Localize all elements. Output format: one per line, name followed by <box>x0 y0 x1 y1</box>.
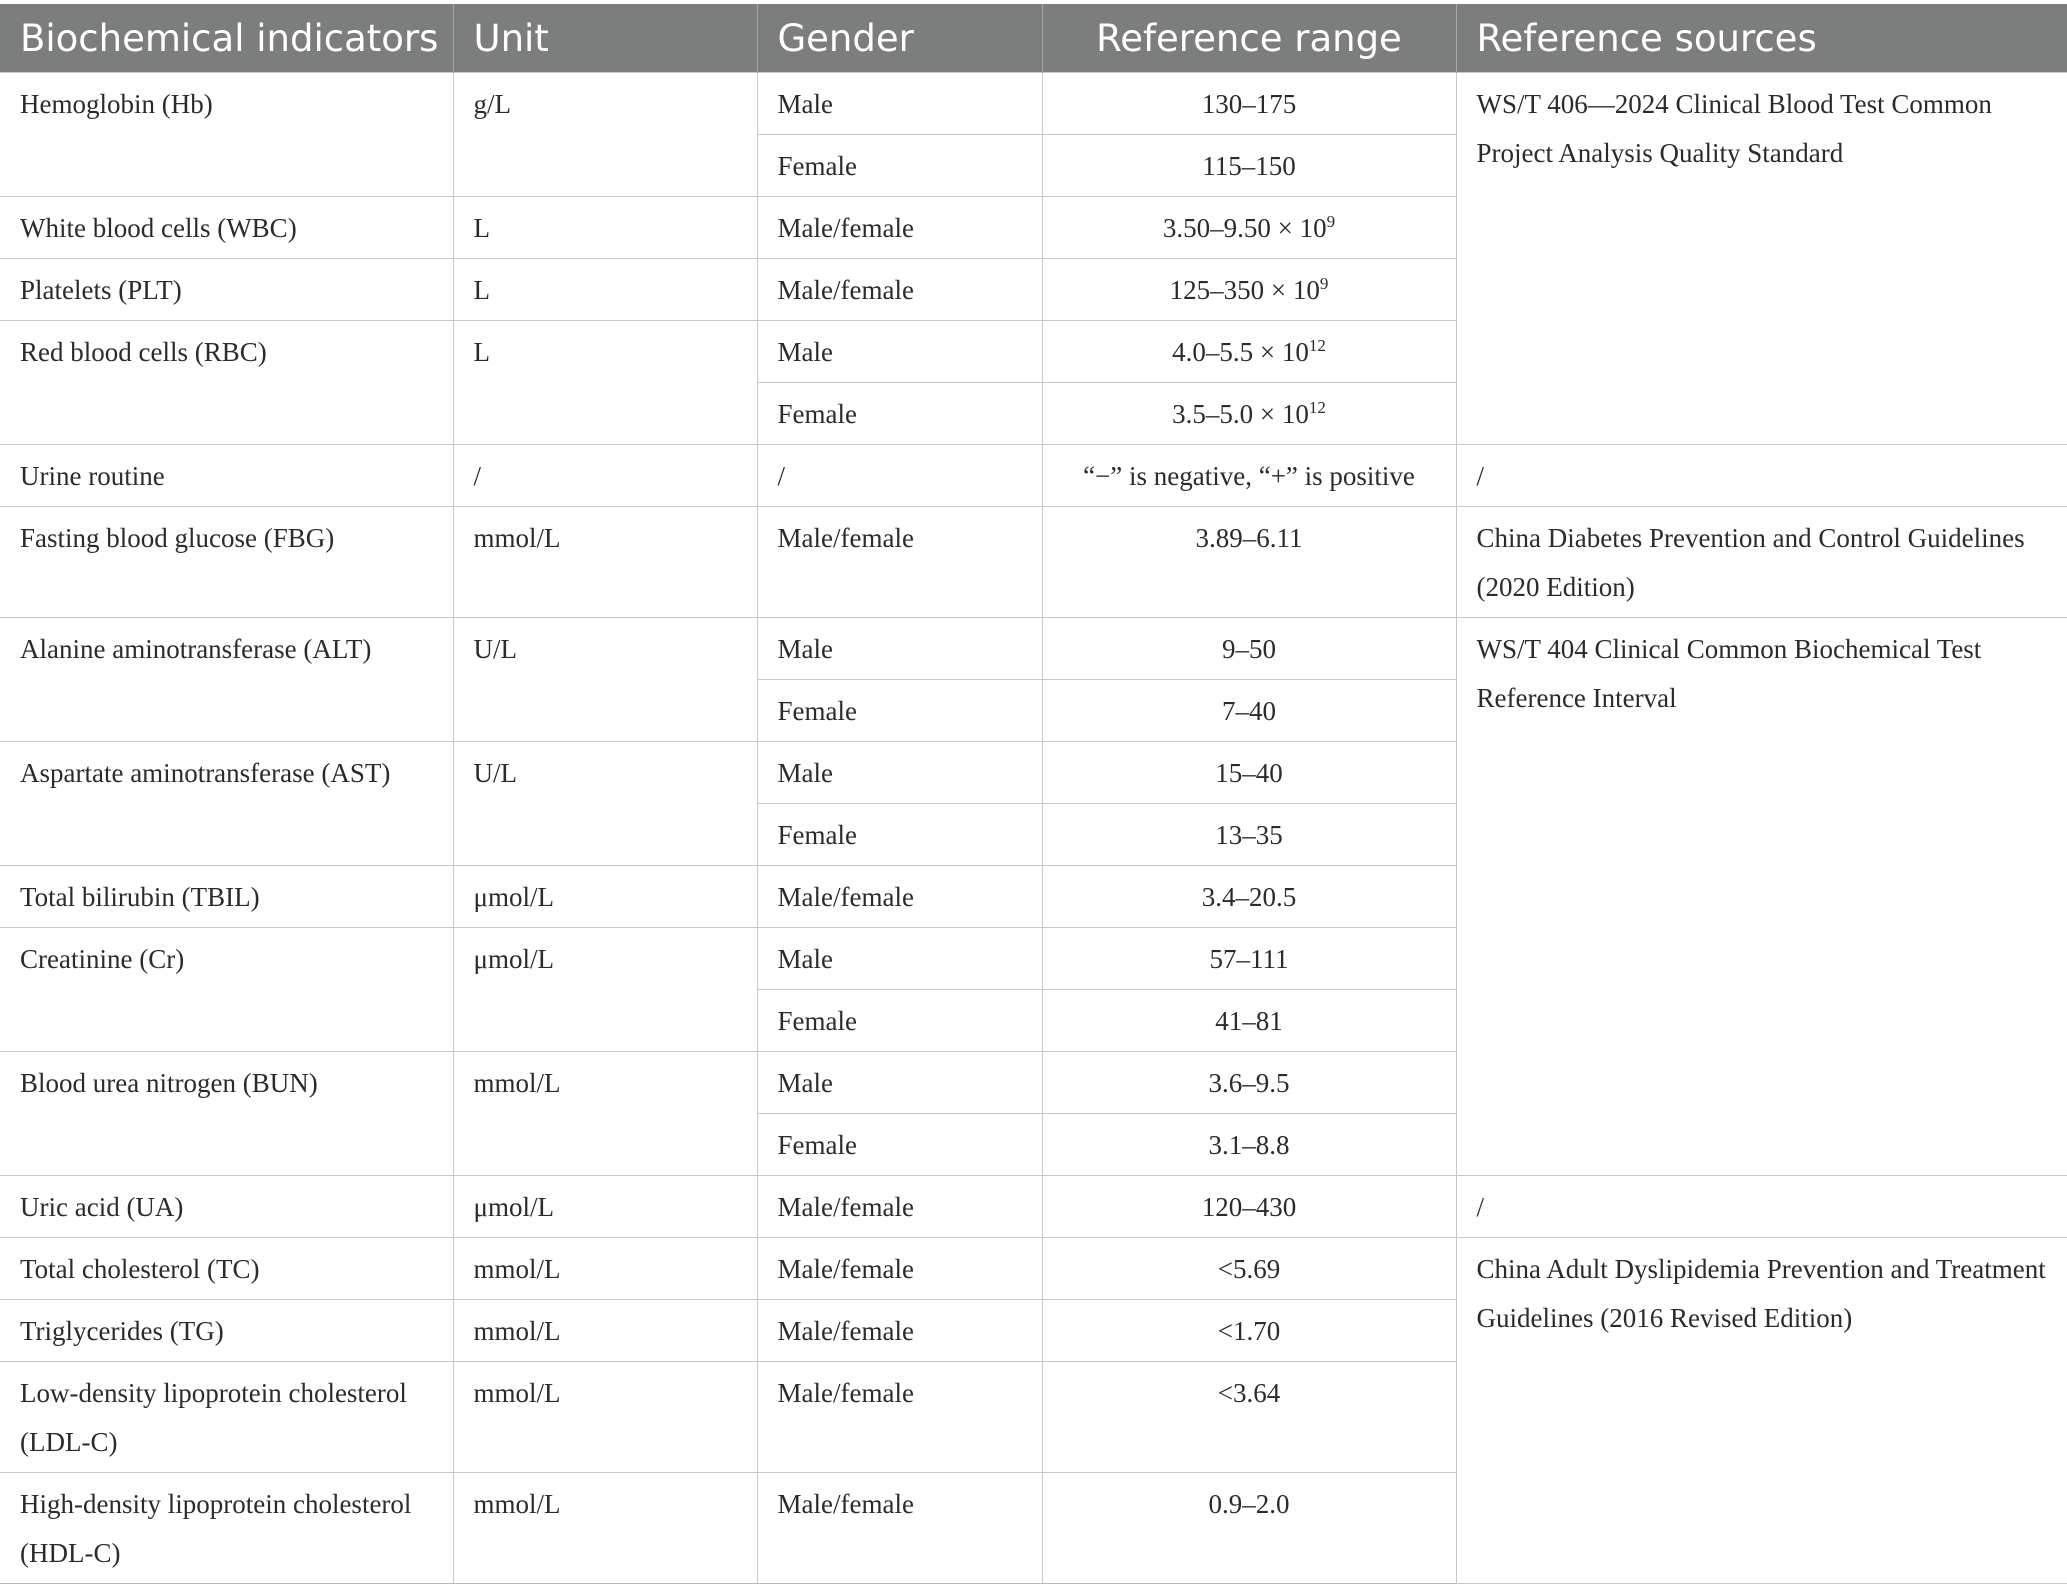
unit-cell: mmol/L <box>453 1473 757 1584</box>
range-text: 125–350 × 10 <box>1169 275 1320 305</box>
unit-cell: L <box>453 259 757 321</box>
unit-cell: U/L <box>453 742 757 866</box>
source-cell: / <box>1456 445 2067 507</box>
range-cell <box>1042 383 1456 445</box>
unit-cell: L <box>453 197 757 259</box>
range-cell <box>1042 197 1456 259</box>
indicator-cell: Red blood cells (RBC) <box>0 321 453 445</box>
unit-cell: L <box>453 321 757 445</box>
indicator-cell: Triglycerides (TG) <box>0 1300 453 1362</box>
indicator-cell: Blood urea nitrogen (BUN) <box>0 1052 453 1176</box>
gender-cell: Male <box>757 928 1042 990</box>
gender-cell: Male/female <box>757 507 1042 618</box>
indicator-cell: Aspartate aminotransferase (AST) <box>0 742 453 866</box>
indicator-cell: Hemoglobin (Hb) <box>0 73 453 197</box>
unit-cell: U/L <box>453 618 757 742</box>
range-cell: 115–150 <box>1042 135 1456 197</box>
header-row <box>0 4 2067 73</box>
range-text: 3.50–9.50 × 10 <box>1162 213 1327 243</box>
unit-cell: μmol/L <box>453 928 757 1052</box>
indicator-cell: Low-density lipoprotein cholesterol (LDL-C) <box>0 1362 453 1473</box>
gender-cell: Male/female <box>757 1362 1042 1473</box>
gender-cell: Male/female <box>757 1176 1042 1238</box>
unit-cell: mmol/L <box>453 1300 757 1362</box>
range-cell: 130–175 <box>1042 73 1456 135</box>
gender-cell: Female <box>757 383 1042 445</box>
header-indicator: Biochemical indicators <box>0 4 453 73</box>
range-text: 3.5–5.0 × 10 <box>1172 399 1309 429</box>
gender-cell: Female <box>757 990 1042 1052</box>
indicator-cell: Total cholesterol (TC) <box>0 1238 453 1300</box>
table-row <box>0 618 2067 680</box>
range-cell: 41–81 <box>1042 990 1456 1052</box>
range-cell <box>1042 259 1456 321</box>
header-reference-range: Reference range <box>1042 4 1456 73</box>
table-row <box>0 445 2067 507</box>
gender-cell: Male <box>757 73 1042 135</box>
gender-cell: Male <box>757 321 1042 383</box>
range-cell: “−” is negative, “+” is positive <box>1042 445 1456 507</box>
header-reference-sources: Reference sources <box>1456 4 2067 73</box>
indicator-cell: Platelets (PLT) <box>0 259 453 321</box>
table-row <box>0 1238 2067 1300</box>
gender-cell: Male/female <box>757 197 1042 259</box>
range-cell: 57–111 <box>1042 928 1456 990</box>
range-exponent: 9 <box>1326 212 1336 231</box>
range-cell: 3.6–9.5 <box>1042 1052 1456 1114</box>
header-unit: Unit <box>453 4 757 73</box>
table-row <box>0 73 2067 135</box>
gender-cell: Female <box>757 804 1042 866</box>
unit-cell: μmol/L <box>453 866 757 928</box>
gender-cell: Male/female <box>757 259 1042 321</box>
indicator-cell: Urine routine <box>0 445 453 507</box>
gender-cell: Female <box>757 1114 1042 1176</box>
range-cell: <3.64 <box>1042 1362 1456 1473</box>
gender-cell: Male/female <box>757 1300 1042 1362</box>
range-cell: 9–50 <box>1042 618 1456 680</box>
table-row <box>0 1176 2067 1238</box>
range-cell: 15–40 <box>1042 742 1456 804</box>
range-cell: 7–40 <box>1042 680 1456 742</box>
range-cell <box>1042 321 1456 383</box>
range-exponent: 9 <box>1319 274 1329 293</box>
range-cell: 13–35 <box>1042 804 1456 866</box>
unit-cell: mmol/L <box>453 1052 757 1176</box>
source-cell: / <box>1456 1176 2067 1238</box>
range-exponent: 12 <box>1308 398 1326 417</box>
gender-cell: Male/female <box>757 1473 1042 1584</box>
indicator-cell: White blood cells (WBC) <box>0 197 453 259</box>
gender-cell: / <box>757 445 1042 507</box>
gender-cell: Female <box>757 135 1042 197</box>
gender-cell: Male/female <box>757 1238 1042 1300</box>
range-cell: 0.9–2.0 <box>1042 1473 1456 1584</box>
gender-cell: Male <box>757 742 1042 804</box>
range-cell: <1.70 <box>1042 1300 1456 1362</box>
gender-cell: Male <box>757 618 1042 680</box>
unit-cell: / <box>453 445 757 507</box>
gender-cell: Female <box>757 680 1042 742</box>
unit-cell: mmol/L <box>453 1238 757 1300</box>
range-cell: 3.89–6.11 <box>1042 507 1456 618</box>
unit-cell: g/L <box>453 73 757 197</box>
reference-range-table <box>0 4 2067 1584</box>
range-cell: <5.69 <box>1042 1238 1456 1300</box>
indicator-cell: Creatinine (Cr) <box>0 928 453 1052</box>
unit-cell: mmol/L <box>453 1362 757 1473</box>
source-cell: China Adult Dyslipidemia Prevention and Treatment Guidelines (2016 Revised Edition) <box>1456 1238 2067 1584</box>
table-row <box>0 507 2067 618</box>
unit-cell: mmol/L <box>453 507 757 618</box>
range-cell: 120–430 <box>1042 1176 1456 1238</box>
indicator-cell: Total bilirubin (TBIL) <box>0 866 453 928</box>
range-exponent: 12 <box>1308 336 1326 355</box>
range-text: 4.0–5.5 × 10 <box>1172 337 1309 367</box>
source-cell: WS/T 406—2024 Clinical Blood Test Common Project Analysis Quality Standard <box>1456 73 2067 445</box>
range-cell: 3.4–20.5 <box>1042 866 1456 928</box>
source-cell: WS/T 404 Clinical Common Biochemical Test Reference Interval <box>1456 618 2067 1176</box>
indicator-cell: High-density lipoprotein cholesterol (HDL-C) <box>0 1473 453 1584</box>
header-gender: Gender <box>757 4 1042 73</box>
gender-cell: Male <box>757 1052 1042 1114</box>
indicator-cell: Uric acid (UA) <box>0 1176 453 1238</box>
indicator-cell: Fasting blood glucose (FBG) <box>0 507 453 618</box>
gender-cell: Male/female <box>757 866 1042 928</box>
source-cell: China Diabetes Prevention and Control Guidelines (2020 Edition) <box>1456 507 2067 618</box>
unit-cell: μmol/L <box>453 1176 757 1238</box>
indicator-cell: Alanine aminotransferase (ALT) <box>0 618 453 742</box>
range-cell: 3.1–8.8 <box>1042 1114 1456 1176</box>
